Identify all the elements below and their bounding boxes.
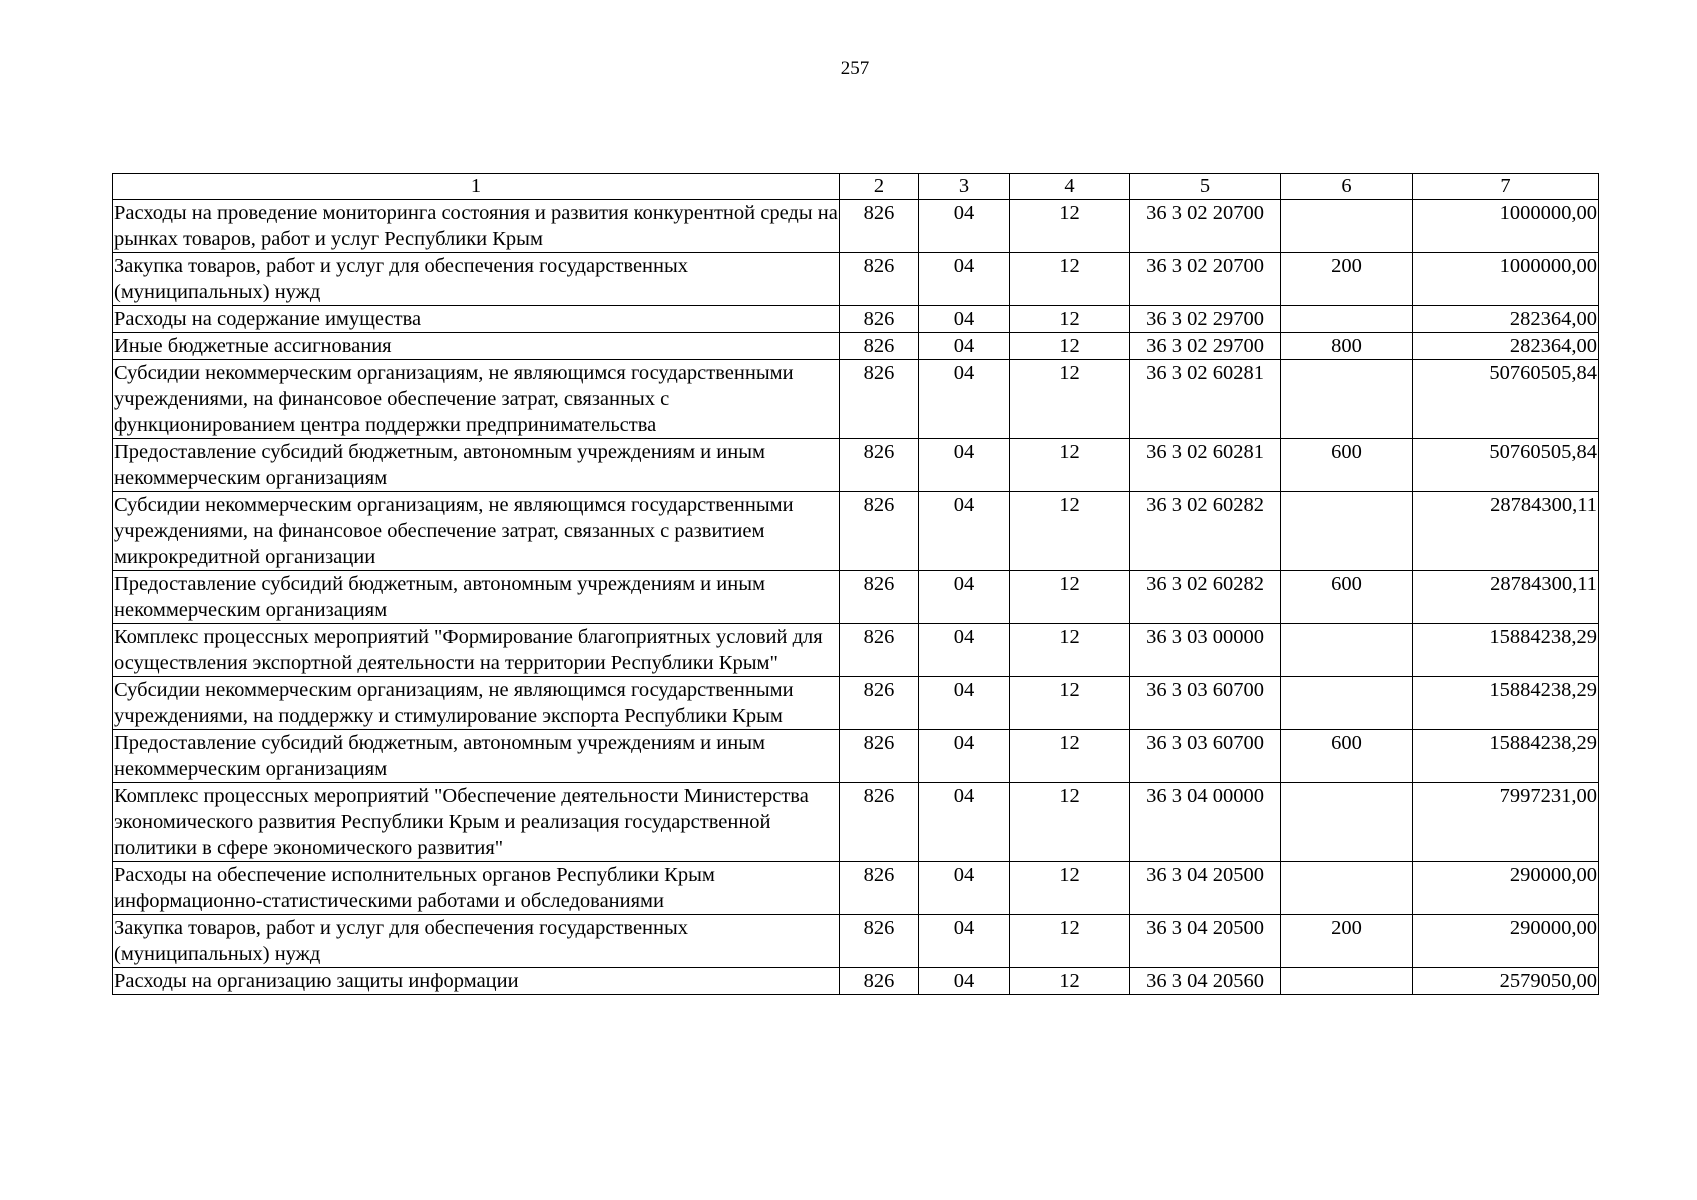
section-code-cell: 04 xyxy=(919,862,1010,915)
expense-type-code-cell xyxy=(1281,968,1413,995)
expense-type-code-cell xyxy=(1281,200,1413,253)
target-article-code-cell: 36 3 03 60700 xyxy=(1130,730,1281,783)
section-code-cell: 04 xyxy=(919,624,1010,677)
amount-cell: 1000000,00 xyxy=(1413,200,1599,253)
table-row xyxy=(113,783,1599,862)
row-name-cell: Расходы на проведение мониторинга состояния и развития конкурентной среды на рынках товаров, работ и услуг Республики Крым xyxy=(113,200,840,253)
amount-cell: 28784300,11 xyxy=(1413,492,1599,571)
amount-cell: 290000,00 xyxy=(1413,862,1599,915)
target-article-code-cell: 36 3 02 29700 xyxy=(1130,333,1281,360)
target-article-code-cell: 36 3 02 20700 xyxy=(1130,253,1281,306)
target-article-code-cell: 36 3 02 60282 xyxy=(1130,492,1281,571)
target-article-code-cell: 36 3 02 60282 xyxy=(1130,571,1281,624)
section-code-cell: 04 xyxy=(919,730,1010,783)
amount-cell: 50760505,84 xyxy=(1413,360,1599,439)
table-row xyxy=(113,253,1599,306)
ministry-code-cell: 826 xyxy=(840,915,919,968)
target-article-code-cell: 36 3 04 00000 xyxy=(1130,783,1281,862)
amount-cell: 2579050,00 xyxy=(1413,968,1599,995)
header-cell-6: 6 xyxy=(1281,174,1413,200)
subsection-code-cell: 12 xyxy=(1010,200,1130,253)
table-row xyxy=(113,677,1599,730)
row-name-cell: Закупка товаров, работ и услуг для обеспечения государственных (муниципальных) нужд xyxy=(113,915,840,968)
subsection-code-cell: 12 xyxy=(1010,360,1130,439)
section-code-cell: 04 xyxy=(919,439,1010,492)
header-cell-1: 1 xyxy=(113,174,840,200)
subsection-code-cell: 12 xyxy=(1010,439,1130,492)
header-row xyxy=(113,174,1599,200)
expense-type-code-cell xyxy=(1281,783,1413,862)
subsection-code-cell: 12 xyxy=(1010,624,1130,677)
subsection-code-cell: 12 xyxy=(1010,306,1130,333)
expense-type-code-cell xyxy=(1281,360,1413,439)
ministry-code-cell: 826 xyxy=(840,783,919,862)
amount-cell: 15884238,29 xyxy=(1413,624,1599,677)
budget-table xyxy=(112,173,1599,995)
table-row xyxy=(113,624,1599,677)
section-code-cell: 04 xyxy=(919,783,1010,862)
amount-cell: 15884238,29 xyxy=(1413,730,1599,783)
subsection-code-cell: 12 xyxy=(1010,783,1130,862)
row-name-cell: Предоставление субсидий бюджетным, автономным учреждениям и иным некоммерческим организациям xyxy=(113,571,840,624)
table-row xyxy=(113,862,1599,915)
table-row xyxy=(113,333,1599,360)
target-article-code-cell: 36 3 03 00000 xyxy=(1130,624,1281,677)
section-code-cell: 04 xyxy=(919,492,1010,571)
header-cell-7: 7 xyxy=(1413,174,1599,200)
amount-cell: 15884238,29 xyxy=(1413,677,1599,730)
amount-cell: 290000,00 xyxy=(1413,915,1599,968)
amount-cell: 28784300,11 xyxy=(1413,571,1599,624)
subsection-code-cell: 12 xyxy=(1010,571,1130,624)
target-article-code-cell: 36 3 02 60281 xyxy=(1130,360,1281,439)
row-name-cell: Комплекс процессных мероприятий "Формирование благоприятных условий для осуществления экспортной деятельности на территории Республики Крым" xyxy=(113,624,840,677)
section-code-cell: 04 xyxy=(919,306,1010,333)
section-code-cell: 04 xyxy=(919,571,1010,624)
amount-cell: 282364,00 xyxy=(1413,306,1599,333)
subsection-code-cell: 12 xyxy=(1010,730,1130,783)
header-cell-5: 5 xyxy=(1130,174,1281,200)
section-code-cell: 04 xyxy=(919,253,1010,306)
header-cell-3: 3 xyxy=(919,174,1010,200)
section-code-cell: 04 xyxy=(919,915,1010,968)
ministry-code-cell: 826 xyxy=(840,968,919,995)
table-row xyxy=(113,571,1599,624)
ministry-code-cell: 826 xyxy=(840,333,919,360)
expense-type-code-cell: 200 xyxy=(1281,915,1413,968)
header-cell-4: 4 xyxy=(1010,174,1130,200)
expense-type-code-cell: 800 xyxy=(1281,333,1413,360)
row-name-cell: Предоставление субсидий бюджетным, автономным учреждениям и иным некоммерческим организациям xyxy=(113,439,840,492)
table-row xyxy=(113,306,1599,333)
ministry-code-cell: 826 xyxy=(840,571,919,624)
target-article-code-cell: 36 3 04 20500 xyxy=(1130,862,1281,915)
amount-cell: 282364,00 xyxy=(1413,333,1599,360)
row-name-cell: Субсидии некоммерческим организациям, не являющимся государственными учреждениями, на финансовое обеспечение затрат, связанных с развитием микрокредитной организации xyxy=(113,492,840,571)
section-code-cell: 04 xyxy=(919,333,1010,360)
expense-type-code-cell: 200 xyxy=(1281,253,1413,306)
ministry-code-cell: 826 xyxy=(840,439,919,492)
subsection-code-cell: 12 xyxy=(1010,333,1130,360)
target-article-code-cell: 36 3 02 29700 xyxy=(1130,306,1281,333)
ministry-code-cell: 826 xyxy=(840,677,919,730)
target-article-code-cell: 36 3 03 60700 xyxy=(1130,677,1281,730)
ministry-code-cell: 826 xyxy=(840,200,919,253)
table-row xyxy=(113,915,1599,968)
ministry-code-cell: 826 xyxy=(840,360,919,439)
row-name-cell: Закупка товаров, работ и услуг для обеспечения государственных (муниципальных) нужд xyxy=(113,253,840,306)
table-body xyxy=(113,200,1599,995)
expense-type-code-cell: 600 xyxy=(1281,730,1413,783)
target-article-code-cell: 36 3 02 60281 xyxy=(1130,439,1281,492)
expense-type-code-cell: 600 xyxy=(1281,571,1413,624)
subsection-code-cell: 12 xyxy=(1010,862,1130,915)
subsection-code-cell: 12 xyxy=(1010,968,1130,995)
table-row xyxy=(113,200,1599,253)
section-code-cell: 04 xyxy=(919,360,1010,439)
table-row xyxy=(113,730,1599,783)
subsection-code-cell: 12 xyxy=(1010,492,1130,571)
expense-type-code-cell xyxy=(1281,677,1413,730)
section-code-cell: 04 xyxy=(919,677,1010,730)
expense-type-code-cell xyxy=(1281,492,1413,571)
expense-type-code-cell xyxy=(1281,862,1413,915)
amount-cell: 50760505,84 xyxy=(1413,439,1599,492)
page-number: 257 xyxy=(840,58,870,79)
amount-cell: 7997231,00 xyxy=(1413,783,1599,862)
ministry-code-cell: 826 xyxy=(840,624,919,677)
row-name-cell: Предоставление субсидий бюджетным, автономным учреждениям и иным некоммерческим организациям xyxy=(113,730,840,783)
row-name-cell: Расходы на обеспечение исполнительных органов Республики Крым информационно-статистическими работами и обследованиями xyxy=(113,862,840,915)
table-row xyxy=(113,492,1599,571)
ministry-code-cell: 826 xyxy=(840,862,919,915)
ministry-code-cell: 826 xyxy=(840,492,919,571)
expense-type-code-cell xyxy=(1281,306,1413,333)
table-row xyxy=(113,360,1599,439)
row-name-cell: Иные бюджетные ассигнования xyxy=(113,333,840,360)
subsection-code-cell: 12 xyxy=(1010,915,1130,968)
row-name-cell: Расходы на организацию защиты информации xyxy=(113,968,840,995)
ministry-code-cell: 826 xyxy=(840,306,919,333)
row-name-cell: Расходы на содержание имущества xyxy=(113,306,840,333)
target-article-code-cell: 36 3 04 20500 xyxy=(1130,915,1281,968)
target-article-code-cell: 36 3 02 20700 xyxy=(1130,200,1281,253)
table-row xyxy=(113,439,1599,492)
row-name-cell: Субсидии некоммерческим организациям, не являющимся государственными учреждениями, на поддержку и стимулирование экспорта Республики Крым xyxy=(113,677,840,730)
subsection-code-cell: 12 xyxy=(1010,253,1130,306)
target-article-code-cell: 36 3 04 20560 xyxy=(1130,968,1281,995)
expense-type-code-cell: 600 xyxy=(1281,439,1413,492)
header-cell-2: 2 xyxy=(840,174,919,200)
section-code-cell: 04 xyxy=(919,968,1010,995)
subsection-code-cell: 12 xyxy=(1010,677,1130,730)
amount-cell: 1000000,00 xyxy=(1413,253,1599,306)
ministry-code-cell: 826 xyxy=(840,253,919,306)
expense-type-code-cell xyxy=(1281,624,1413,677)
section-code-cell: 04 xyxy=(919,200,1010,253)
row-name-cell: Комплекс процессных мероприятий "Обеспечение деятельности Министерства экономического развития Республики Крым и реализация государственной политики в сфере экономического развития" xyxy=(113,783,840,862)
ministry-code-cell: 826 xyxy=(840,730,919,783)
table-row xyxy=(113,968,1599,995)
row-name-cell: Субсидии некоммерческим организациям, не являющимся государственными учреждениями, на финансовое обеспечение затрат, связанных с функционированием центра поддержки предпринимательства xyxy=(113,360,840,439)
